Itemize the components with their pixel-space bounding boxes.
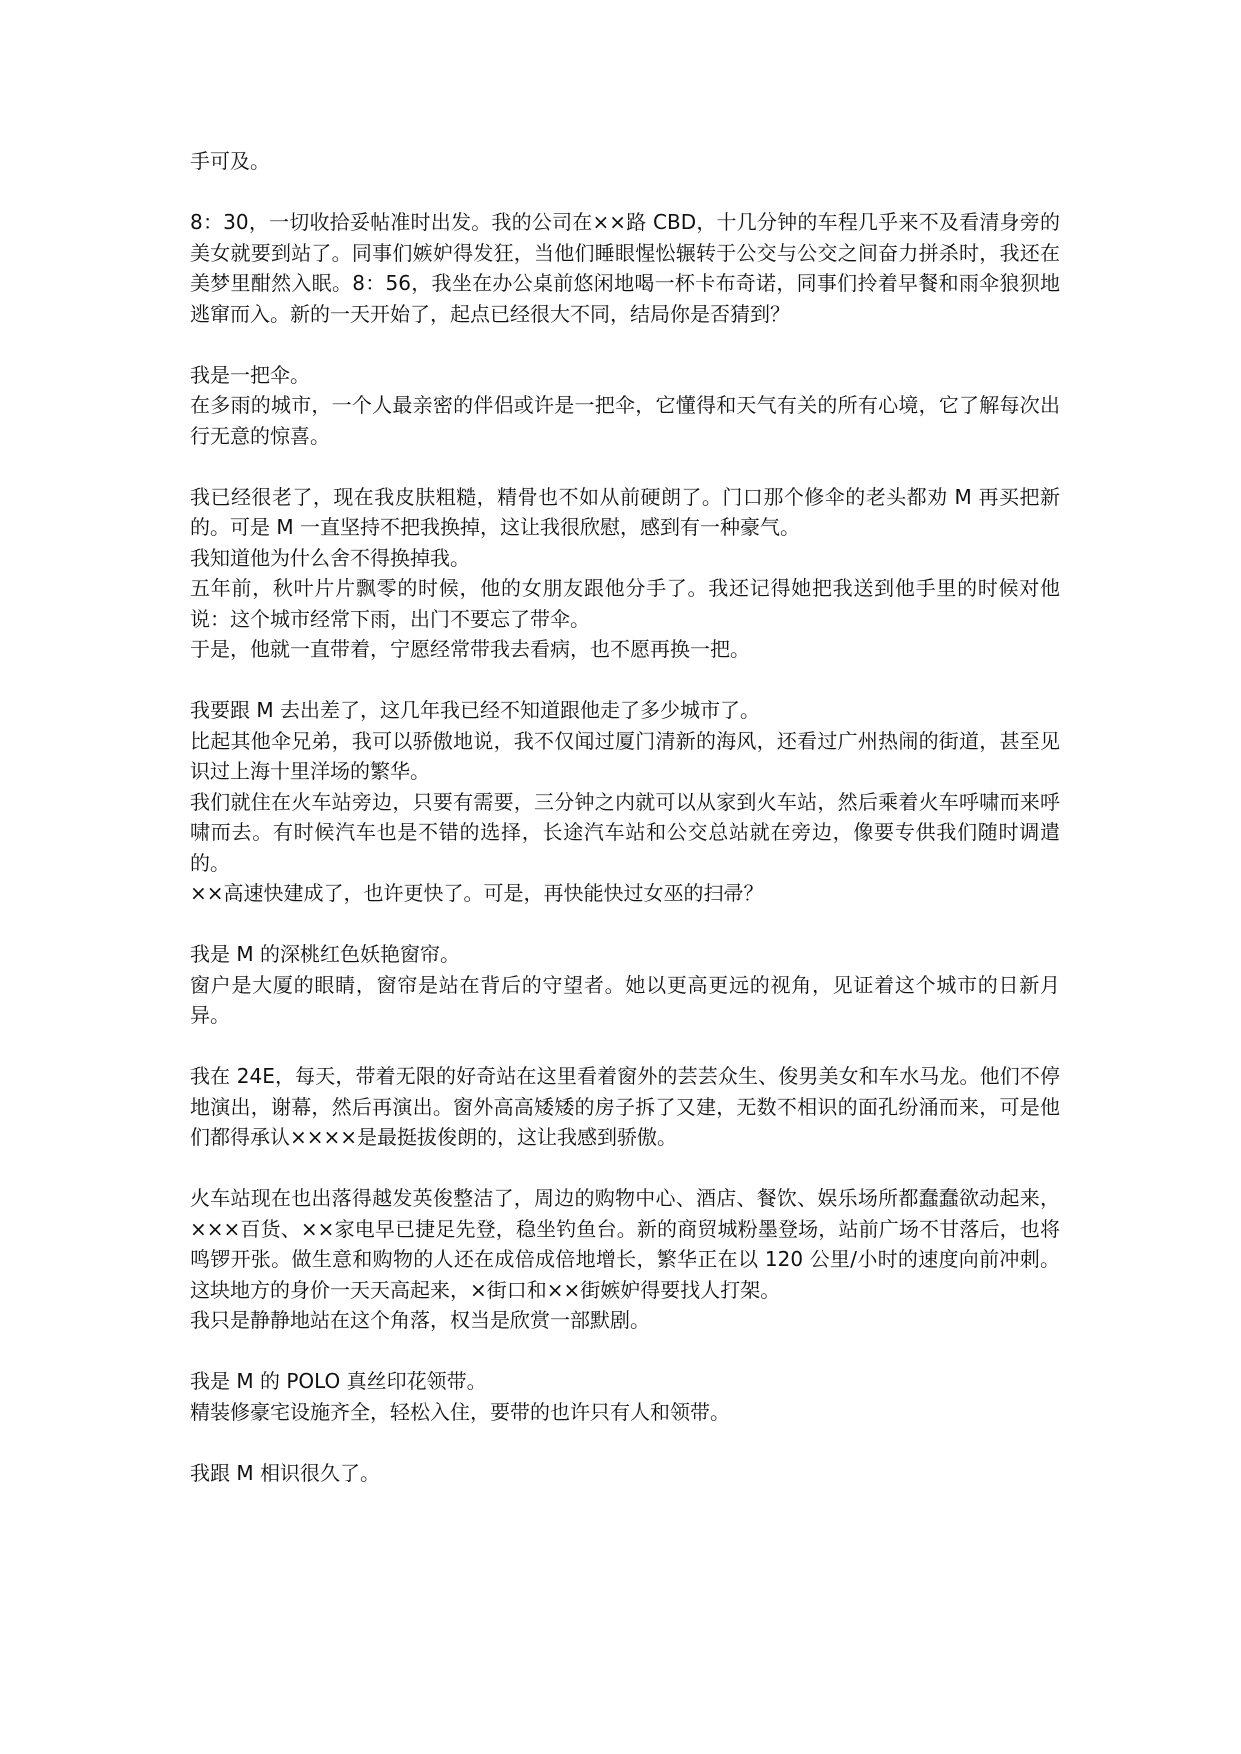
paragraph xyxy=(190,939,1060,1031)
paragraph xyxy=(190,695,1060,909)
paragraph xyxy=(190,360,1060,452)
text-line: 于是，他就一直带着，宁愿经常带我去看病，也不愿再换一把。 xyxy=(190,637,750,661)
paragraph xyxy=(190,1061,1060,1153)
text-line: 我跟 M 相识很久了。 xyxy=(190,1460,380,1485)
text-line: 我在 24E，每天，带着无限的好奇站在这里看着窗外的芸芸众生、俊男美女和车水马龙。他们不停地演出，谢幕，然后再演出。窗外高高矮矮的房子拆了又建，无数不相识的面孔纷涌而来，可是他们都得承认××××是最挺拔俊朗的，这让我感到骄傲。 xyxy=(190,1064,1060,1149)
text-line: 我知道他为什么舍不得换掉我。 xyxy=(190,545,470,570)
text-line: ××高速快建成了，也许更快了。可是，再快能快过女巫的扫帚？ xyxy=(190,881,764,905)
paragraph xyxy=(190,207,1060,329)
text-line: 我们就住在火车站旁边，只要有需要，三分钟之内就可以从家到火车站，然后乘着火车呼啸而来呼啸而去。有时候汽车也是不错的选择，长途汽车站和公交总站就在旁边，像要专供我们随时调遣的。 xyxy=(190,789,1060,875)
paragraph xyxy=(190,1183,1060,1336)
text-line: 五年前，秋叶片片飘零的时候，他的女朋友跟他分手了。我还记得她把我送到他手里的时候对他说：这个城市经常下雨，出门不要忘了带伞。 xyxy=(190,576,1060,631)
text-line: 窗户是大厦的眼睛，窗帘是站在背后的守望者。她以更高更远的视角，见证着这个城市的日新月异。 xyxy=(190,972,1060,1027)
document-body xyxy=(190,146,1060,1519)
paragraph xyxy=(190,1366,1060,1427)
text-line: 火车站现在也出落得越发英俊整洁了，周边的购物中心、酒店、餐饮、娱乐场所都蠢蠢欲动起来，×××百货、××家电早已捷足先登，稳坐钓鱼台。新的商贸城粉墨登场，站前广场不甘落后，也将鸣锣开张。做生意和购物的人还在成倍成倍地增长，繁华正在以 120 公里/小时的速度向前冲刺。这块地方的身价一天天高起来，×街口和××街嫉妒得要找人打架。 xyxy=(190,1186,1060,1302)
text-line: 8：30，一切收拾妥帖准时出发。我的公司在××路 CBD，十几分钟的车程几乎来不及看清身旁的美女就要到站了。同事们嫉妒得发狂，当他们睡眼惺忪辗转于公交与公交之间奋力拼杀时，我还在美梦里酣然入眠。8：56，我坐在办公桌前悠闲地喝一杯卡布奇诺，同事们拎着早餐和雨伞狼狈地逃窜而入。新的一天开始了，起点已经很大不同，结局你是否猜到？ xyxy=(190,210,1060,326)
text-line: 比起其他伞兄弟，我可以骄傲地说，我不仅闻过厦门清新的海风，还看过广州热闹的街道，甚至见识过上海十里洋场的繁华。 xyxy=(190,728,1060,783)
text-line: 手可及。 xyxy=(190,149,270,173)
text-line: 我只是静静地站在这个角落，权当是欣赏一部默剧。 xyxy=(190,1308,650,1332)
text-line: 我是 M 的 POLO 真丝印花领带。 xyxy=(190,1369,487,1393)
paragraph xyxy=(190,482,1060,665)
paragraph xyxy=(190,146,1060,177)
text-line: 我已经很老了，现在我皮肤粗糙，精骨也不如从前硬朗了。门口那个修伞的老头都劝 M 再买把新的。可是 M 一直坚持不把我换掉，这让我很欣慰，感到有一种豪气。 xyxy=(190,484,1060,539)
text-line: 我是一把伞。 xyxy=(190,362,310,387)
text-line: 我要跟 M 去出差了，这几年我已经不知道跟他走了多少城市了。 xyxy=(190,698,760,722)
paragraph xyxy=(190,1458,1060,1489)
text-line: 在多雨的城市，一个人最亲密的伴侣或许是一把伞，它懂得和天气有关的所有心境，它了解每次出行无意的惊喜。 xyxy=(190,393,1060,448)
text-line: 我是 M 的深桃红色妖艳窗帘。 xyxy=(190,942,460,966)
text-line: 精装修豪宅设施齐全，轻松入住，要带的也许只有人和领带。 xyxy=(190,1399,730,1424)
